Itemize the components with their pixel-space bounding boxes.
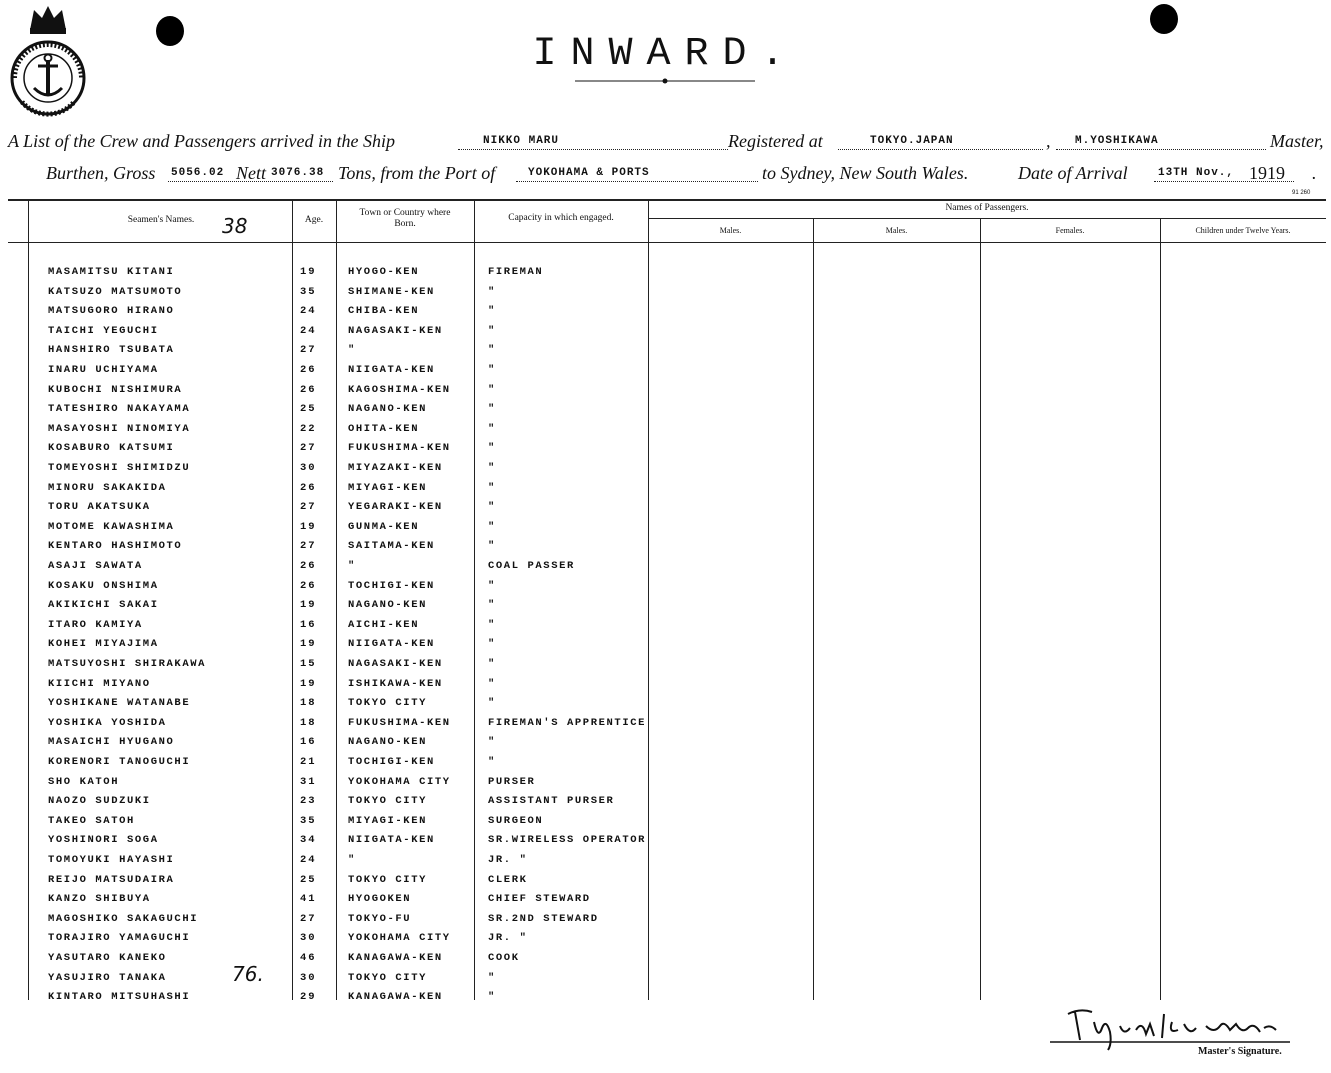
capacity: ": [488, 971, 496, 984]
seaman-name: ASAJI SAWATA: [48, 560, 143, 572]
crew-row: [0, 325, 1331, 343]
birthplace: SHIMANE-KEN: [348, 285, 435, 298]
capacity: CLERK: [488, 873, 528, 886]
header-passengers-group: Names of Passengers.: [945, 203, 1029, 213]
seaman-name: INARU UCHIYAMA: [48, 364, 159, 376]
capacity: ": [488, 599, 496, 612]
header-age: Age.: [304, 215, 324, 225]
seaman-age: 30: [300, 971, 317, 984]
capacity: ": [488, 638, 496, 651]
seaman-age: 24: [300, 305, 317, 318]
capacity: ": [488, 736, 496, 749]
capacity: ": [488, 677, 496, 690]
seaman-age: 16: [300, 736, 317, 749]
seaman-name: KUBOCHI NISHIMURA: [48, 383, 183, 396]
capacity: ": [488, 324, 496, 337]
ship-name: NIKKO MARU: [483, 135, 560, 147]
birthplace: ": [348, 560, 356, 572]
crew-row: [0, 893, 1331, 911]
birthplace: TOKYO-FU: [348, 912, 412, 925]
seaman-age: 19: [300, 638, 317, 651]
seaman-name: REIJO MATSUDAIRA: [48, 873, 175, 886]
seaman-age: 25: [300, 873, 317, 886]
crew-row: [0, 697, 1331, 715]
seaman-age: 26: [300, 579, 317, 592]
seaman-name: MASAMITSU KITANI: [48, 266, 175, 278]
seaman-name: MOTOME KAWASHIMA: [48, 520, 175, 533]
seaman-age: 24: [300, 324, 317, 337]
crew-row: [0, 913, 1331, 931]
birthplace: NAGANO-KEN: [348, 736, 428, 749]
signature-caption: Master's Signature.: [1198, 1046, 1282, 1057]
birthplace: FUKUSHIMA-KEN: [348, 716, 451, 729]
seaman-name: MAGOSHIKO SAKAGUCHI: [48, 912, 199, 925]
seaman-name: TATESHIRO NAKAYAMA: [48, 403, 191, 416]
crew-row: [0, 834, 1331, 852]
birthplace: CHIBA-KEN: [348, 305, 420, 318]
form-number: 91 260: [1292, 190, 1311, 196]
birthplace: KANAGAWA-KEN: [348, 991, 443, 1004]
capacity: ": [488, 579, 496, 592]
crew-count-note: 38: [222, 214, 248, 238]
registered-label: Registered at: [728, 131, 823, 151]
birthplace: TOKYO CITY: [348, 971, 428, 984]
birthplace: NAGASAKI-KEN: [348, 324, 443, 337]
capacity: SURGEON: [488, 814, 544, 827]
burthen-label: Burthen, Gross: [46, 163, 156, 183]
seaman-name: KOSAKU ONSHIMA: [48, 579, 159, 592]
birthplace: NIIGATA-KEN: [348, 364, 435, 376]
birthplace: ": [348, 344, 356, 357]
seaman-name: MATSUYOSHI SHIRAKAWA: [48, 658, 207, 670]
capacity: ": [488, 991, 496, 1004]
seaman-age: 26: [300, 481, 317, 494]
birthplace: NAGASAKI-KEN: [348, 658, 443, 670]
crew-row: [0, 678, 1331, 696]
crew-row: [0, 736, 1331, 754]
capacity: ": [488, 658, 496, 670]
birthplace: ISHIKAWA-KEN: [348, 677, 443, 690]
crew-row: [0, 403, 1331, 421]
seaman-age: 35: [300, 814, 317, 827]
birthplace: KANAGAWA-KEN: [348, 952, 443, 964]
seaman-name: NAOZO SUDZUKI: [48, 795, 151, 808]
seaman-name: YOSHIKA YOSHIDA: [48, 716, 167, 729]
crew-row: [0, 344, 1331, 362]
seaman-age: 41: [300, 893, 317, 906]
arrival-day: 13TH Nov.,: [1158, 167, 1235, 179]
crew-row: [0, 286, 1331, 304]
capacity: ": [488, 403, 496, 416]
margin-note: 76.: [232, 962, 264, 986]
nett-label: Nett: [236, 163, 266, 183]
birthplace: ": [348, 854, 356, 866]
seaman-name: TORAJIRO YAMAGUCHI: [48, 932, 191, 945]
destination-label: to Sydney, New South Wales.: [762, 163, 969, 183]
birthplace: OHITA-KEN: [348, 422, 420, 435]
birthplace: SAITAMA-KEN: [348, 540, 435, 553]
crew-row: [0, 932, 1331, 950]
birthplace: YOKOHAMA CITY: [348, 775, 451, 788]
header-females: Females.: [1055, 226, 1085, 235]
seaman-age: 16: [300, 618, 317, 631]
birthplace: FUKUSHIMA-KEN: [348, 442, 451, 455]
list-heading-line: A List of the Crew and Passengers arrived in the Ship NIKKO MARU Registered at TOKYO.JAPAN , M.YOSHIKAWA Master,: [8, 131, 1324, 151]
crew-row: [0, 560, 1331, 578]
capacity: COOK: [488, 952, 520, 964]
seaman-age: 19: [300, 677, 317, 690]
crew-row: [0, 776, 1331, 794]
birthplace: NAGANO-KEN: [348, 599, 428, 612]
seaman-name: MINORU SAKAKIDA: [48, 481, 167, 494]
arrival-label: Date of Arrival: [1018, 163, 1128, 183]
seaman-age: 27: [300, 501, 317, 514]
capacity: ": [488, 285, 496, 298]
crew-row: [0, 717, 1331, 735]
birthplace: GUNMA-KEN: [348, 520, 420, 533]
seaman-age: 27: [300, 344, 317, 357]
birthplace: TOCHIGI-KEN: [348, 579, 435, 592]
arrival-year: 1919: [1249, 163, 1285, 183]
seaman-name: KINTARO MITSUHASHI: [48, 991, 191, 1004]
crew-row: [0, 580, 1331, 598]
seaman-age: 30: [300, 932, 317, 945]
seaman-name: ITARO KAMIYA: [48, 618, 143, 631]
seaman-name: YOSHINORI SOGA: [48, 834, 159, 847]
capacity: ": [488, 540, 496, 553]
seaman-name: AKIKICHI SAKAI: [48, 599, 159, 612]
gross-tons: 5056.02: [171, 167, 225, 179]
seaman-age: 24: [300, 854, 317, 866]
seaman-age: 35: [300, 285, 317, 298]
crew-row: [0, 540, 1331, 558]
crew-row: [0, 638, 1331, 656]
birthplace: NAGANO-KEN: [348, 403, 428, 416]
seaman-name: KENTARO HASHIMOTO: [48, 540, 183, 553]
seaman-name: YOSHIKANE WATANABE: [48, 697, 191, 710]
crew-row: [0, 521, 1331, 539]
title-ornament-rule: [575, 76, 755, 86]
crew-row: [0, 384, 1331, 402]
seaman-age: 25: [300, 403, 317, 416]
seaman-age: 30: [300, 462, 317, 474]
seaman-name: TAICHI YEGUCHI: [48, 324, 159, 337]
seaman-age: 27: [300, 442, 317, 455]
seaman-name: KIICHI MIYANO: [48, 677, 151, 690]
seaman-name: SHO KATOH: [48, 775, 120, 788]
birthplace: YOKOHAMA CITY: [348, 932, 451, 945]
capacity: FIREMAN'S APPRENTICE: [488, 716, 647, 729]
list-heading-prefix: A List of the Crew and Passengers arrived in the Ship: [8, 131, 395, 151]
capacity: ": [488, 364, 496, 376]
capacity: ": [488, 756, 496, 768]
seaman-name: KOSABURO KATSUMI: [48, 442, 175, 455]
seaman-name: KANZO SHIBUYA: [48, 893, 151, 906]
birthplace: TOKYO CITY: [348, 873, 428, 886]
seaman-age: 19: [300, 599, 317, 612]
crew-row: [0, 874, 1331, 892]
header-children: Children under Twelve Years.: [1195, 226, 1291, 235]
birthplace: MIYAGI-KEN: [348, 814, 428, 827]
birthplace: HYOGO-KEN: [348, 266, 420, 278]
crew-row: [0, 815, 1331, 833]
birthplace: NIIGATA-KEN: [348, 638, 435, 651]
seaman-name: TAKEO SATOH: [48, 814, 135, 827]
birthplace: MIYAGI-KEN: [348, 481, 428, 494]
header-town: Town or Country where Born.: [359, 208, 451, 229]
birthplace: TOKYO CITY: [348, 697, 428, 710]
capacity: ASSISTANT PURSER: [488, 795, 615, 808]
capacity: ": [488, 481, 496, 494]
header-males-1: Males.: [719, 226, 742, 235]
seaman-age: 27: [300, 540, 317, 553]
seaman-age: 34: [300, 834, 317, 847]
crew-row: [0, 305, 1331, 323]
seaman-age: 21: [300, 756, 317, 768]
birthplace: AICHI-KEN: [348, 618, 420, 631]
page-title: INWARD.: [532, 32, 799, 77]
crew-row: [0, 952, 1331, 970]
capacity: ": [488, 697, 496, 710]
seaman-age: 26: [300, 364, 317, 376]
capacity: SR.WIRELESS OPERATOR: [488, 834, 647, 847]
seaman-age: 46: [300, 952, 317, 964]
crew-row: [0, 482, 1331, 500]
port-of-departure: YOKOHAMA & PORTS: [528, 167, 650, 179]
seaman-name: MASAYOSHI NINOMIYA: [48, 422, 191, 435]
seaman-age: 29: [300, 991, 317, 1004]
crew-row: [0, 795, 1331, 813]
crew-row: [0, 599, 1331, 617]
seaman-age: 19: [300, 520, 317, 533]
seaman-name: YASUJIRO TANAKA: [48, 971, 167, 984]
seaman-age: 18: [300, 716, 317, 729]
crew-row: [0, 501, 1331, 519]
tons-label: Tons, from the Port of: [338, 163, 496, 183]
master-name: M.YOSHIKAWA: [1075, 135, 1159, 147]
seaman-age: 19: [300, 266, 317, 278]
capacity: SR.2ND STEWARD: [488, 912, 599, 925]
capacity: CHIEF STEWARD: [488, 893, 591, 906]
seaman-age: 18: [300, 697, 317, 710]
capacity: JR. ": [488, 932, 528, 945]
capacity: ": [488, 442, 496, 455]
seaman-name: TOMOYUKI HAYASHI: [48, 854, 175, 866]
crew-row: [0, 462, 1331, 480]
capacity: COAL PASSER: [488, 560, 575, 572]
crew-row: [0, 266, 1331, 284]
seaman-age: 31: [300, 775, 317, 788]
crew-row: [0, 619, 1331, 637]
seaman-age: 26: [300, 383, 317, 396]
nett-tons: 3076.38: [271, 167, 325, 179]
birthplace: MIYAZAKI-KEN: [348, 462, 443, 474]
capacity: ": [488, 305, 496, 318]
crew-row: [0, 364, 1331, 382]
seaman-name: MASAICHI HYUGANO: [48, 736, 175, 749]
seaman-name: KORENORI TANOGUCHI: [48, 756, 191, 768]
capacity: ": [488, 344, 496, 357]
capacity: ": [488, 383, 496, 396]
crew-row: [0, 658, 1331, 676]
crew-row: [0, 972, 1331, 990]
capacity: ": [488, 422, 496, 435]
seaman-name: HANSHIRO TSUBATA: [48, 344, 175, 357]
capacity: ": [488, 618, 496, 631]
header-males-2: Males.: [885, 226, 908, 235]
birthplace: YEGARAKI-KEN: [348, 501, 443, 514]
crew-row: [0, 756, 1331, 774]
registered-port: TOKYO.JAPAN: [870, 135, 954, 147]
header-seamens-names: Seamen's Names.: [127, 215, 195, 225]
crew-row: [0, 854, 1331, 872]
seaman-age: 22: [300, 422, 317, 435]
master-label: Master,: [1270, 131, 1324, 151]
birthplace: TOCHIGI-KEN: [348, 756, 435, 768]
burthen-line: Burthen, Gross 5056.02 Nett 3076.38 Tons, from the Port of YOKOHAMA & PORTS to Sydney, New South Wales. Date of Arrival 13TH Nov., 1919 .: [46, 163, 1317, 183]
seaman-age: 26: [300, 560, 317, 572]
birthplace: NIIGATA-KEN: [348, 834, 435, 847]
crew-row: [0, 423, 1331, 441]
seaman-name: KATSUZO MATSUMOTO: [48, 285, 183, 298]
capacity: FIREMAN: [488, 266, 544, 278]
seaman-age: 15: [300, 658, 317, 670]
capacity: ": [488, 520, 496, 533]
seaman-name: TOMEYOSHI SHIMIDZU: [48, 462, 191, 474]
capacity: PURSER: [488, 775, 536, 788]
seaman-age: 27: [300, 912, 317, 925]
seaman-name: YASUTARO KANEKO: [48, 952, 167, 964]
capacity: ": [488, 501, 496, 514]
birthplace: TOKYO CITY: [348, 795, 428, 808]
crew-row: [0, 442, 1331, 460]
seaman-name: TORU AKATSUKA: [48, 501, 151, 514]
capacity: ": [488, 462, 496, 474]
seaman-age: 23: [300, 795, 317, 808]
birthplace: HYOGOKEN: [348, 893, 412, 906]
seaman-name: KOHEI MIYAJIMA: [48, 638, 159, 651]
capacity: JR. ": [488, 854, 528, 866]
punch-hole-right: [1150, 4, 1178, 34]
header-capacity: Capacity in which engaged.: [508, 213, 614, 223]
seaman-name: MATSUGORO HIRANO: [48, 305, 175, 318]
birthplace: KAGOSHIMA-KEN: [348, 383, 451, 396]
